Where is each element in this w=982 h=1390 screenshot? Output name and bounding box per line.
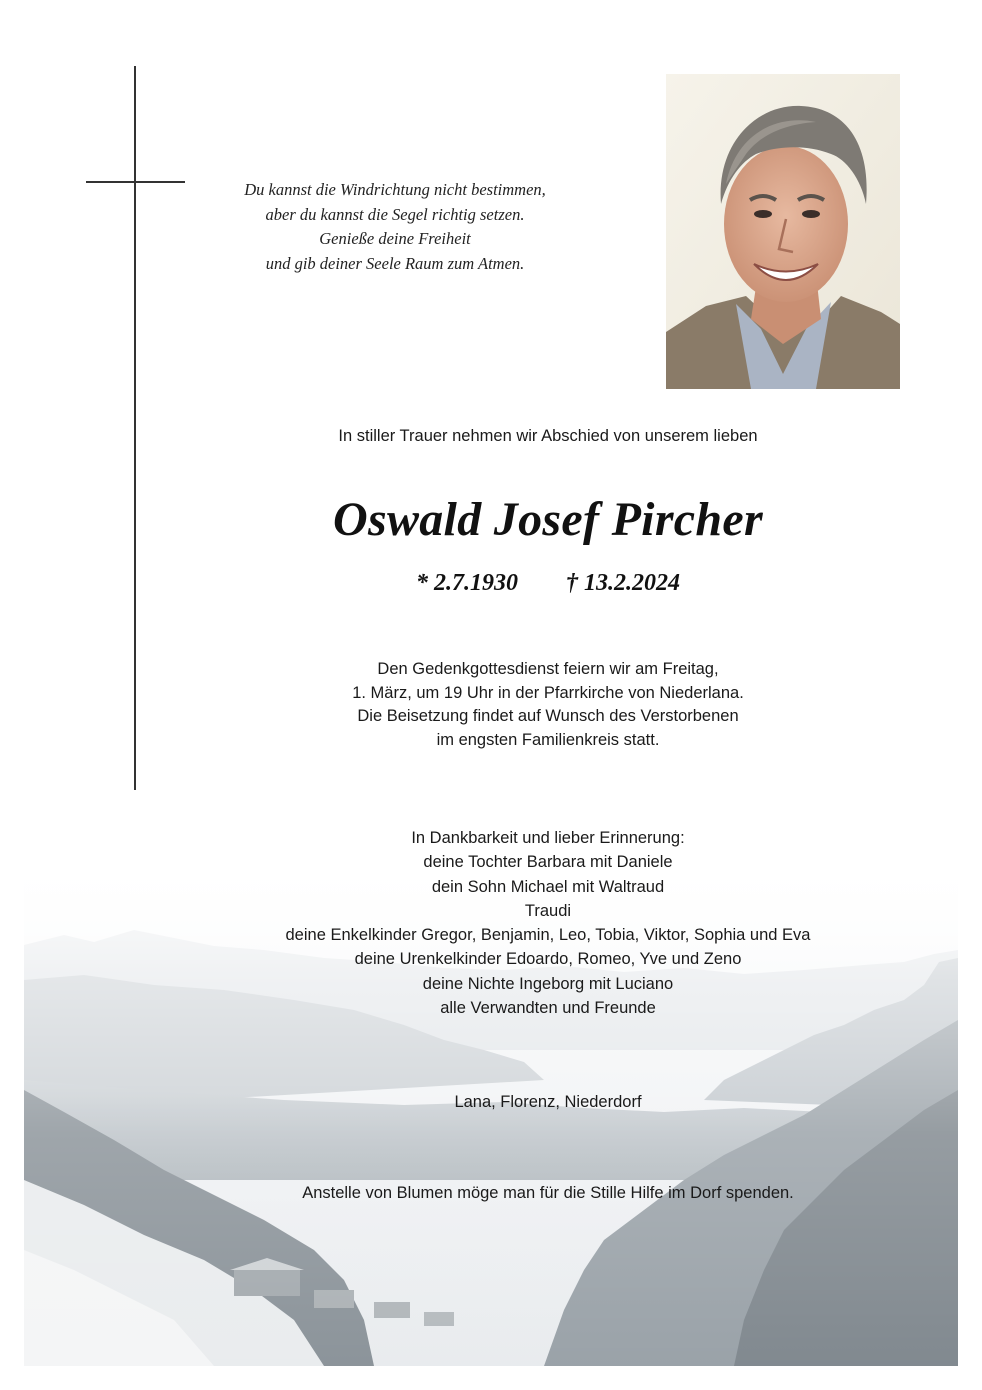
service-line: 1. März, um 19 Uhr in der Pfarrkirche von Niederlana. xyxy=(352,683,744,702)
quote-line: aber du kannst die Segel richtig setzen. xyxy=(265,204,525,224)
donation-note: Anstelle von Blumen möge man für die Stille Hilfe im Dorf spenden. xyxy=(302,1184,794,1202)
cross-horizontal-bar xyxy=(86,181,185,183)
mourners-list xyxy=(0,826,982,1020)
mourners-heading: In Dankbarkeit und lieber Erinnerung: xyxy=(411,829,685,847)
quote-block xyxy=(200,178,590,276)
mourner-line: dein Sohn Michael mit Waltraud xyxy=(431,877,665,896)
service-line: im engsten Familienkreis statt. xyxy=(436,730,660,749)
service-line: Die Beisetzung findet auf Wunsch des Verstorbenen xyxy=(357,707,739,725)
death-date: † 13.2.2024 xyxy=(566,570,680,596)
place-names: Lana, Florenz, Niederdorf xyxy=(454,1093,642,1111)
intro-text: In stiller Trauer nehmen wir Abschied von unserem lieben xyxy=(338,427,758,445)
mourner-line: deine Nichte Ingeborg mit Luciano xyxy=(422,974,674,993)
mourner-line: deine Tochter Barbara mit Daniele xyxy=(423,853,673,872)
mourner-line: deine Enkelkinder Gregor, Benjamin, Leo, Tobia, Viktor, Sophia und Eva xyxy=(285,926,811,945)
mourner-line: alle Verwandten und Freunde xyxy=(440,999,656,1018)
quote-line: Genieße deine Freiheit xyxy=(319,229,471,248)
service-info xyxy=(0,658,982,752)
service-line: Den Gedenkgottesdienst feiern wir am Freitag, xyxy=(377,660,719,678)
birth-date: * 2.7.1930 xyxy=(416,570,518,596)
portrait-photo xyxy=(666,74,900,389)
life-dates xyxy=(0,570,982,597)
mourner-line: deine Urenkelkinder Edoardo, Romeo, Yve und Zeno xyxy=(354,950,742,969)
quote-line: Du kannst die Windrichtung nicht bestimmen, xyxy=(244,180,546,199)
deceased-name: Oswald Josef Pircher xyxy=(333,493,763,546)
mourner-line: Traudi xyxy=(524,901,572,920)
quote-line: und gib deiner Seele Raum zum Atmen. xyxy=(265,253,525,273)
